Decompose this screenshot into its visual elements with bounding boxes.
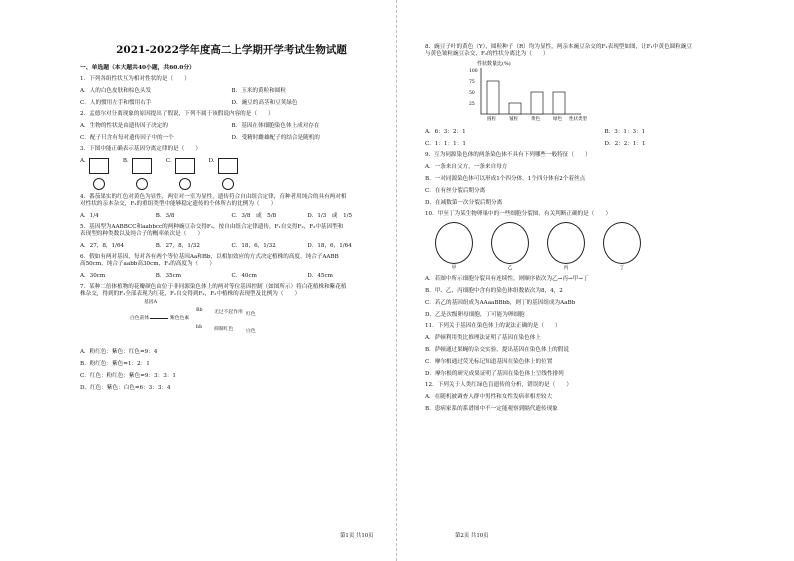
option-row: [425, 129, 784, 136]
option: B．甲、乙、丙细胞中含有的染色体组数依次为8，4，2: [425, 287, 563, 294]
option: B．35cm: [155, 273, 182, 279]
option: D．受精时雌雄配子的结合是随机的: [231, 135, 320, 142]
figure-option-label: D.: [208, 158, 215, 165]
pathway-label: Bb: [196, 307, 203, 313]
parent-cell: [132, 158, 152, 174]
cell-figure: [435, 222, 473, 271]
option-row: [80, 123, 383, 130]
figure-option: [166, 158, 195, 190]
option: D．红色：紫色：白色=6：3：3：4: [80, 384, 171, 391]
question-left-7: [80, 284, 383, 392]
option: A．若图中所示细胞分裂具有连续性，则顺序依次为乙→丙→甲→丁: [425, 275, 589, 282]
question-stem: 5．基因型为AABBCC和aabbcc的两种豌豆杂交得F₁，按自由组合定律遗传，F₁自交得F₂，F₂中基因型和: [80, 224, 344, 231]
bar-绿色: [553, 92, 565, 114]
question-stem-cont: 与黄色皱粒豌豆杂交，F₂的性状分离比为（ ）: [425, 50, 549, 57]
x-tick-label: 黄色: [531, 116, 540, 122]
option-row: [425, 141, 784, 148]
option-row: [425, 188, 784, 195]
question-right-3: [425, 211, 784, 319]
option-row: [80, 273, 383, 280]
figure-option: [80, 158, 109, 190]
option: D．乙是次级卵母细胞，丁可能为卵细胞: [425, 311, 525, 318]
cell-figure: [603, 222, 641, 271]
option-row: [80, 213, 383, 220]
gamete-cell: [136, 178, 148, 190]
option-row: [425, 371, 784, 378]
option-row: [425, 347, 784, 354]
question-stem: 11．下列关于基因在染色体上的说法正确的是（ ）: [425, 322, 561, 329]
option: A．30cm: [80, 273, 106, 279]
figure-option: [123, 158, 152, 190]
y-tick-label: 50: [469, 90, 475, 96]
bar-圆粒: [487, 81, 499, 114]
cell-image: [435, 222, 473, 264]
option-row: [80, 385, 383, 392]
option-row: [425, 359, 784, 366]
bar-皱粒: [509, 103, 521, 114]
option: C．红色：粉红色：紫色=9：3：3：1: [80, 372, 176, 379]
cell-label: 丙: [563, 264, 569, 271]
question-left-6: [80, 254, 383, 280]
question-stem: 12．下列关于人类红绿色盲遗传的分析，错误的是（ ）: [425, 381, 572, 388]
option: D．在减数第一次分裂后期分离: [425, 199, 503, 206]
bar-黄色: [531, 92, 543, 114]
option: C．3/8 或 5/8: [231, 213, 277, 220]
option-row: [425, 312, 784, 319]
pathway-label: 紫色色素: [170, 315, 190, 321]
question-stem-cont: 表现型的种类数以及纯合子的概率依次是（ ）: [80, 231, 204, 238]
option: A．粉红色：紫色：红色=9：4: [80, 348, 158, 355]
parent-cell: [218, 158, 238, 174]
question-stem-cont: 株杂交，得到的F₁全部表现为红花，F₁自交得到F₂，F₂中植株的表现型及比例为（ ）: [80, 290, 301, 297]
question-stem-cont: 对性状的亲本杂交，F₂的重组类型中能够稳定遗传的个体所占的比例为（ ）: [80, 201, 277, 208]
option: D．摩尔根的研究成果证明了基因在染色体上呈线性排列: [425, 370, 564, 377]
question-right-2: [425, 152, 784, 207]
y-axis-label: 性状数量比(%): [477, 60, 511, 67]
option: A．生物的性状是由遗传因子决定的: [80, 123, 168, 130]
pathway-arrow: [150, 318, 168, 319]
option-row: [425, 288, 784, 295]
x-tick-label: 皱粒: [509, 116, 518, 122]
option: B．3/8: [155, 213, 175, 220]
cell-image: [547, 222, 585, 264]
cell-figure: [547, 222, 585, 271]
option-row: [80, 100, 383, 107]
phenotype-bar-chart: [455, 58, 605, 124]
cell-figure: [491, 222, 529, 271]
pathway-label: 红色: [246, 311, 256, 317]
option: A．人的白色皮肤和棕色头发: [80, 88, 152, 95]
parent-cell: [175, 158, 195, 174]
section-heading: 一、单选题（本大题共40小题，共60.0分）: [80, 65, 195, 71]
option: A．一条来自父方，一条来自母方: [425, 163, 508, 170]
question-stem-cont: 高50cm，纯合子aabb高30cm，F₁的高度为（ ）: [80, 261, 215, 268]
cell-diagram: [89, 158, 109, 190]
option: B．基因在体细胞染色体上成对存在: [231, 123, 320, 130]
question-stem: 6．假如有两对基因，每对各有两个等位基因Aa和Bb，以相加效应的方式决定植株的高度。纯合子AABB: [80, 254, 339, 261]
option: A．萨顿利用类比推理法证明了基因在染色体上: [425, 334, 541, 341]
option-row: [425, 176, 784, 183]
option-row: [80, 88, 383, 95]
option: C．人的惯用左手和惯用右手: [80, 100, 152, 107]
right-questions: [425, 44, 784, 413]
option: C．配子只含有每对遗传因子中的一个: [80, 135, 174, 142]
option-row: [425, 200, 784, 207]
y-tick-label: 75: [469, 79, 475, 85]
option: C．若乙的基因组成为AAaaBBbb，则丁的基因组成为AaBb: [425, 299, 576, 306]
option: D．18，6，1/64: [307, 243, 352, 250]
question-stem: 2．孟德尔对分离现象的原因提出了假说，下列不属于该假说内容的是（ ）: [80, 111, 274, 118]
cell-diagram: [175, 158, 195, 190]
option-row: [80, 243, 383, 250]
option: C．1：1：1：1: [425, 140, 466, 147]
cell-label: 乙: [507, 264, 513, 271]
gamete-cell: [179, 178, 191, 190]
footer-right: 第2页 共10页: [455, 533, 489, 539]
option-row: [80, 361, 383, 368]
question-stem: 3．下图中能正确表示基因分离定律的是（ ）: [80, 146, 202, 153]
option-row: [425, 335, 784, 342]
question-left-2: [80, 111, 383, 142]
option-row: [425, 300, 784, 307]
figure-option-label: A.: [80, 158, 86, 165]
option: B．3：1：3：1: [604, 128, 646, 135]
option-row: [425, 276, 784, 283]
pathway-label: 抑制红色: [214, 326, 234, 332]
parent-cell: [89, 158, 109, 174]
left-questions: [80, 76, 383, 392]
cell-label: 丁: [619, 264, 625, 271]
option: B．一对同源染色体可以形成1个四分体，1个四分体有2个着丝点: [425, 175, 586, 182]
gene-segregation-figure: [80, 158, 383, 190]
option: B．萨顿通过果蝇的杂交实验，提出基因在染色体上的假说: [425, 346, 569, 353]
question-left-1: [80, 76, 383, 107]
question-right-5: [425, 382, 784, 413]
y-tick-label: 100: [469, 68, 478, 74]
option-row: [425, 394, 784, 401]
option: D．1/3 或 1/5: [307, 213, 353, 220]
option: A．在随机被调查人群中男性和女性发病率相差较大: [425, 393, 553, 400]
question-left-5: [80, 224, 383, 250]
pigment-pathway-diagram: [130, 298, 383, 344]
option-row: [425, 164, 784, 171]
option-row: [80, 135, 383, 142]
option: B．玉米的黄粒和圆粒: [231, 88, 286, 95]
pathway-label: bb: [196, 324, 203, 330]
option: A．6：3：2：1: [425, 128, 466, 135]
option: B．27，8，1/32: [155, 243, 200, 250]
pathway-label: 无过不起作用: [214, 309, 243, 315]
question-right-4: [425, 323, 784, 378]
question-stem: 8．豌豆子叶的黄色（Y），圆粒种子（R）均为显性，两亲本豌豆杂交的F₁表现型如图，让F₁中黄色圆粒豌豆: [425, 44, 693, 50]
option-row: [80, 349, 383, 356]
cell-image: [603, 222, 641, 264]
figure-option: [209, 158, 238, 190]
gamete-cell: [93, 178, 105, 190]
pathway-label: 基因A: [144, 299, 158, 305]
cell-image: [491, 222, 529, 264]
option: C．摩尔根通过荧光标记知道基因在染色体上的位置: [425, 358, 553, 365]
question-stem: 7．某种二倍体植物的花瓣颜色由位于非同源染色体上的两对等位基因控制（如图所示）将白花植株和紫花植: [80, 283, 347, 290]
question-stem: 1．下列各组性状互为相对性状的是（ ）: [80, 76, 190, 83]
y-tick-label: 25: [469, 101, 475, 107]
gamete-cell: [222, 178, 234, 190]
option: B．患病家系的系谱图中不一定能观察到隔代遗传现象: [425, 405, 558, 412]
option: B．粉红色：紫色=1：2：1: [80, 360, 150, 367]
question-left-3: [80, 146, 383, 190]
footer-left: 第1页 共10页: [340, 533, 374, 539]
option: A．1/4: [80, 213, 99, 220]
option: C．40cm: [231, 273, 257, 279]
option: D．45cm: [307, 273, 333, 279]
question-stem: 9．互为同源染色体的两条染色体不具有下列哪些一般特征（ ）: [425, 151, 591, 158]
cell-diagram: [218, 158, 238, 190]
x-tick-label: 绿色: [553, 116, 562, 122]
cell-label: 甲: [451, 264, 457, 271]
option-row: [80, 373, 383, 380]
pathway-label: 白色前体: [130, 315, 150, 321]
pathway-label: 白色: [246, 328, 256, 334]
right-page: [397, 0, 794, 561]
option: C．在有丝分裂后期分离: [425, 187, 486, 194]
page-title: 2021-2022学年度高二上学期开学考试生物试题: [116, 44, 347, 56]
cell-diagram: [132, 158, 152, 190]
x-tick-label: 圆粒: [487, 116, 496, 122]
option: A．27，8，1/64: [80, 243, 125, 250]
x-axis-label: 性状类型: [569, 116, 587, 122]
question-left-4: [80, 194, 383, 220]
cell-division-figures: [435, 222, 784, 271]
option: D．豌豆的高茎和豆荚绿色: [231, 100, 298, 107]
option-row: [425, 406, 784, 413]
question-stem: 4．番茄果实的红色对黄色为显性，两室对一室为显性，遗传符合自由组合定律，育种者用纯合的具有两对相: [80, 194, 347, 201]
question-right-1: [425, 44, 784, 148]
option: D．2：2：1：1: [604, 140, 646, 147]
figure-option-label: C.: [165, 158, 172, 165]
figure-option-label: B.: [122, 158, 129, 165]
option: C．18，6，1/32: [231, 243, 276, 250]
question-stem: 10．甲至丁为某生物卵巢中的一些细胞分裂图，有关判断正确的是（ ）: [425, 210, 612, 217]
